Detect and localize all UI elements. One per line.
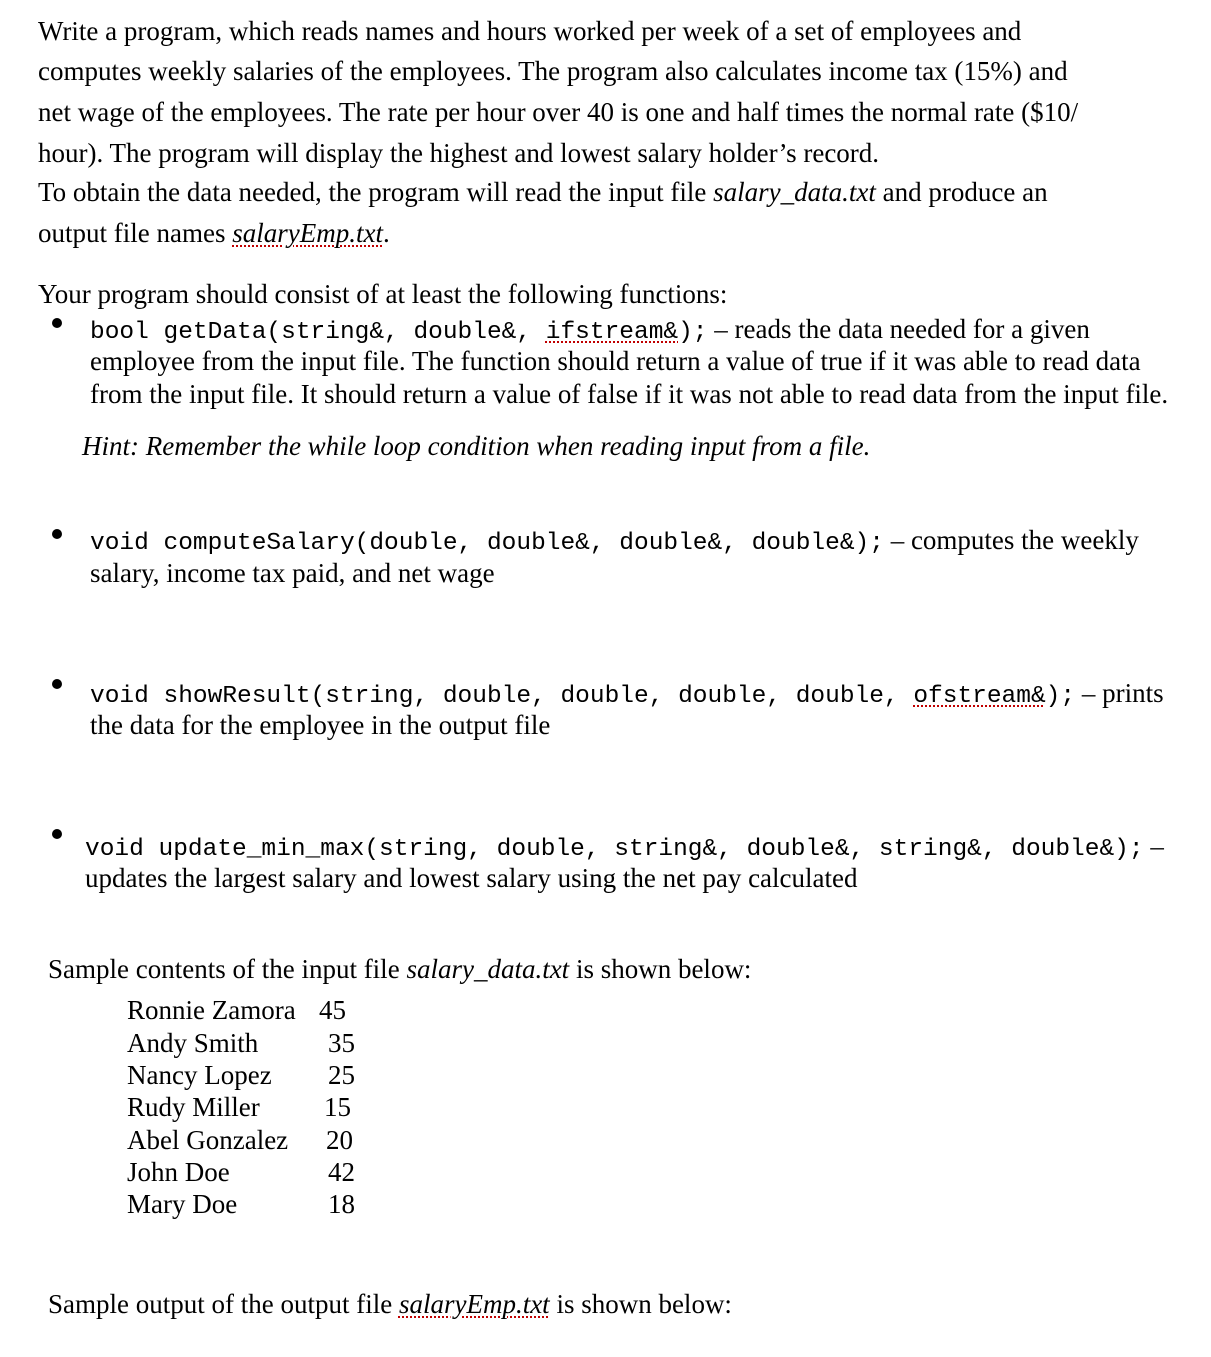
showresult-signature	[90, 683, 1075, 710]
updateminmax-signature: void update_min_max(string, double, string&, double&, string&, double&);	[85, 836, 1144, 863]
intro-line-5	[38, 179, 1048, 206]
showresult-sig-ofstream: ofstream&	[913, 683, 1046, 710]
sample-row-name: John Doe	[127, 1157, 230, 1187]
computesalary-line-2: salary, income tax paid, and net wage	[90, 558, 495, 588]
input-filename: salary_data.txt	[713, 177, 876, 207]
updateminmax-desc-1: –	[1143, 831, 1164, 861]
intro-line-6-tail: .	[382, 218, 390, 248]
sample-input-filename: salary_data.txt	[406, 954, 570, 984]
showresult-line-2: the data for the employee in the output file	[90, 710, 551, 740]
sample-row-name: Abel Gonzalez	[127, 1125, 289, 1155]
intro-line-6-text: output file names	[38, 218, 233, 248]
intro-line-1: Write a program, which reads names and hours worked per week of a set of employees and	[38, 16, 1022, 46]
sample-row-name: Ronnie Zamora	[127, 995, 296, 1025]
sample-row-name: Andy Smith	[127, 1028, 259, 1058]
bullet-icon	[52, 529, 62, 539]
sample-row-hours: 42	[328, 1157, 355, 1187]
functions-heading: Your program should consist of at least the following functions:	[38, 279, 728, 309]
bullet-icon	[52, 318, 62, 328]
showresult-sig-post: );	[1045, 683, 1076, 710]
sample-output-heading-text: Sample output of the output file	[48, 1289, 399, 1319]
showresult-line-1	[90, 680, 1164, 710]
computesalary-signature: void computeSalary(double, double&, double&, double&);	[90, 530, 884, 557]
sample-row-name: Rudy Miller	[127, 1092, 260, 1122]
sample-row-hours: 15	[324, 1092, 351, 1122]
getdata-line-2: employee from the input file. The function should return a value of true if it was able to read data	[90, 346, 1141, 376]
output-filename: salaryEmp.txt	[232, 218, 383, 248]
intro-line-3: net wage of the employees. The rate per hour over 40 is one and half times the normal rate ($10/	[38, 97, 1079, 127]
getdata-line-1	[90, 316, 1090, 346]
showresult-desc-1: – prints	[1075, 678, 1164, 708]
getdata-sig-post: );	[678, 319, 708, 346]
getdata-hint: Hint: Remember the while loop condition when reading input from a file.	[82, 431, 871, 461]
intro-line-5-text: To obtain the data needed, the program will read the input file	[38, 177, 714, 207]
sample-input-heading-text: Sample contents of the input file	[48, 954, 407, 984]
sample-input-heading	[48, 956, 751, 983]
sample-output-heading	[48, 1291, 732, 1318]
getdata-sig-pre: bool getData(string&, double&,	[90, 319, 546, 346]
updateminmax-line-1	[85, 833, 1164, 863]
getdata-sig-ifstream: ifstream&	[545, 319, 679, 346]
bullet-icon	[52, 679, 62, 689]
sample-output-heading-tail: is shown below:	[549, 1289, 732, 1319]
updateminmax-line-2: updates the largest salary and lowest salary using the net pay calculated	[85, 863, 858, 893]
sample-input-heading-tail: is shown below:	[569, 954, 752, 984]
getdata-desc-1: – reads the data needed for a given	[707, 314, 1090, 344]
sample-row-hours: 25	[328, 1060, 355, 1090]
intro-line-2: computes weekly salaries of the employees. The program also calculates income tax (15%) and	[38, 56, 1068, 86]
computesalary-line-1	[90, 527, 1139, 557]
sample-row-name: Mary Doe	[127, 1189, 238, 1219]
computesalary-desc-1: – computes the weekly	[883, 525, 1139, 555]
sample-row-hours: 45	[319, 995, 346, 1025]
showresult-sig-pre: void showResult(string, double, double, double, double,	[90, 683, 914, 710]
sample-row-name: Nancy Lopez	[127, 1060, 272, 1090]
getdata-line-3: from the input file. It should return a value of false if it was not able to read data from the input file.	[90, 379, 1169, 409]
sample-output-filename: salaryEmp.txt	[398, 1289, 550, 1319]
sample-row-hours: 18	[328, 1189, 355, 1219]
intro-line-6	[38, 220, 390, 247]
bullet-icon	[52, 829, 62, 839]
sample-row-hours: 20	[326, 1125, 353, 1155]
getdata-signature	[90, 319, 708, 346]
intro-line-5-tail: and produce an	[875, 177, 1048, 207]
intro-line-4: hour). The program will display the highest and lowest salary holder’s record.	[38, 138, 880, 168]
sample-row-hours: 35	[328, 1028, 355, 1058]
